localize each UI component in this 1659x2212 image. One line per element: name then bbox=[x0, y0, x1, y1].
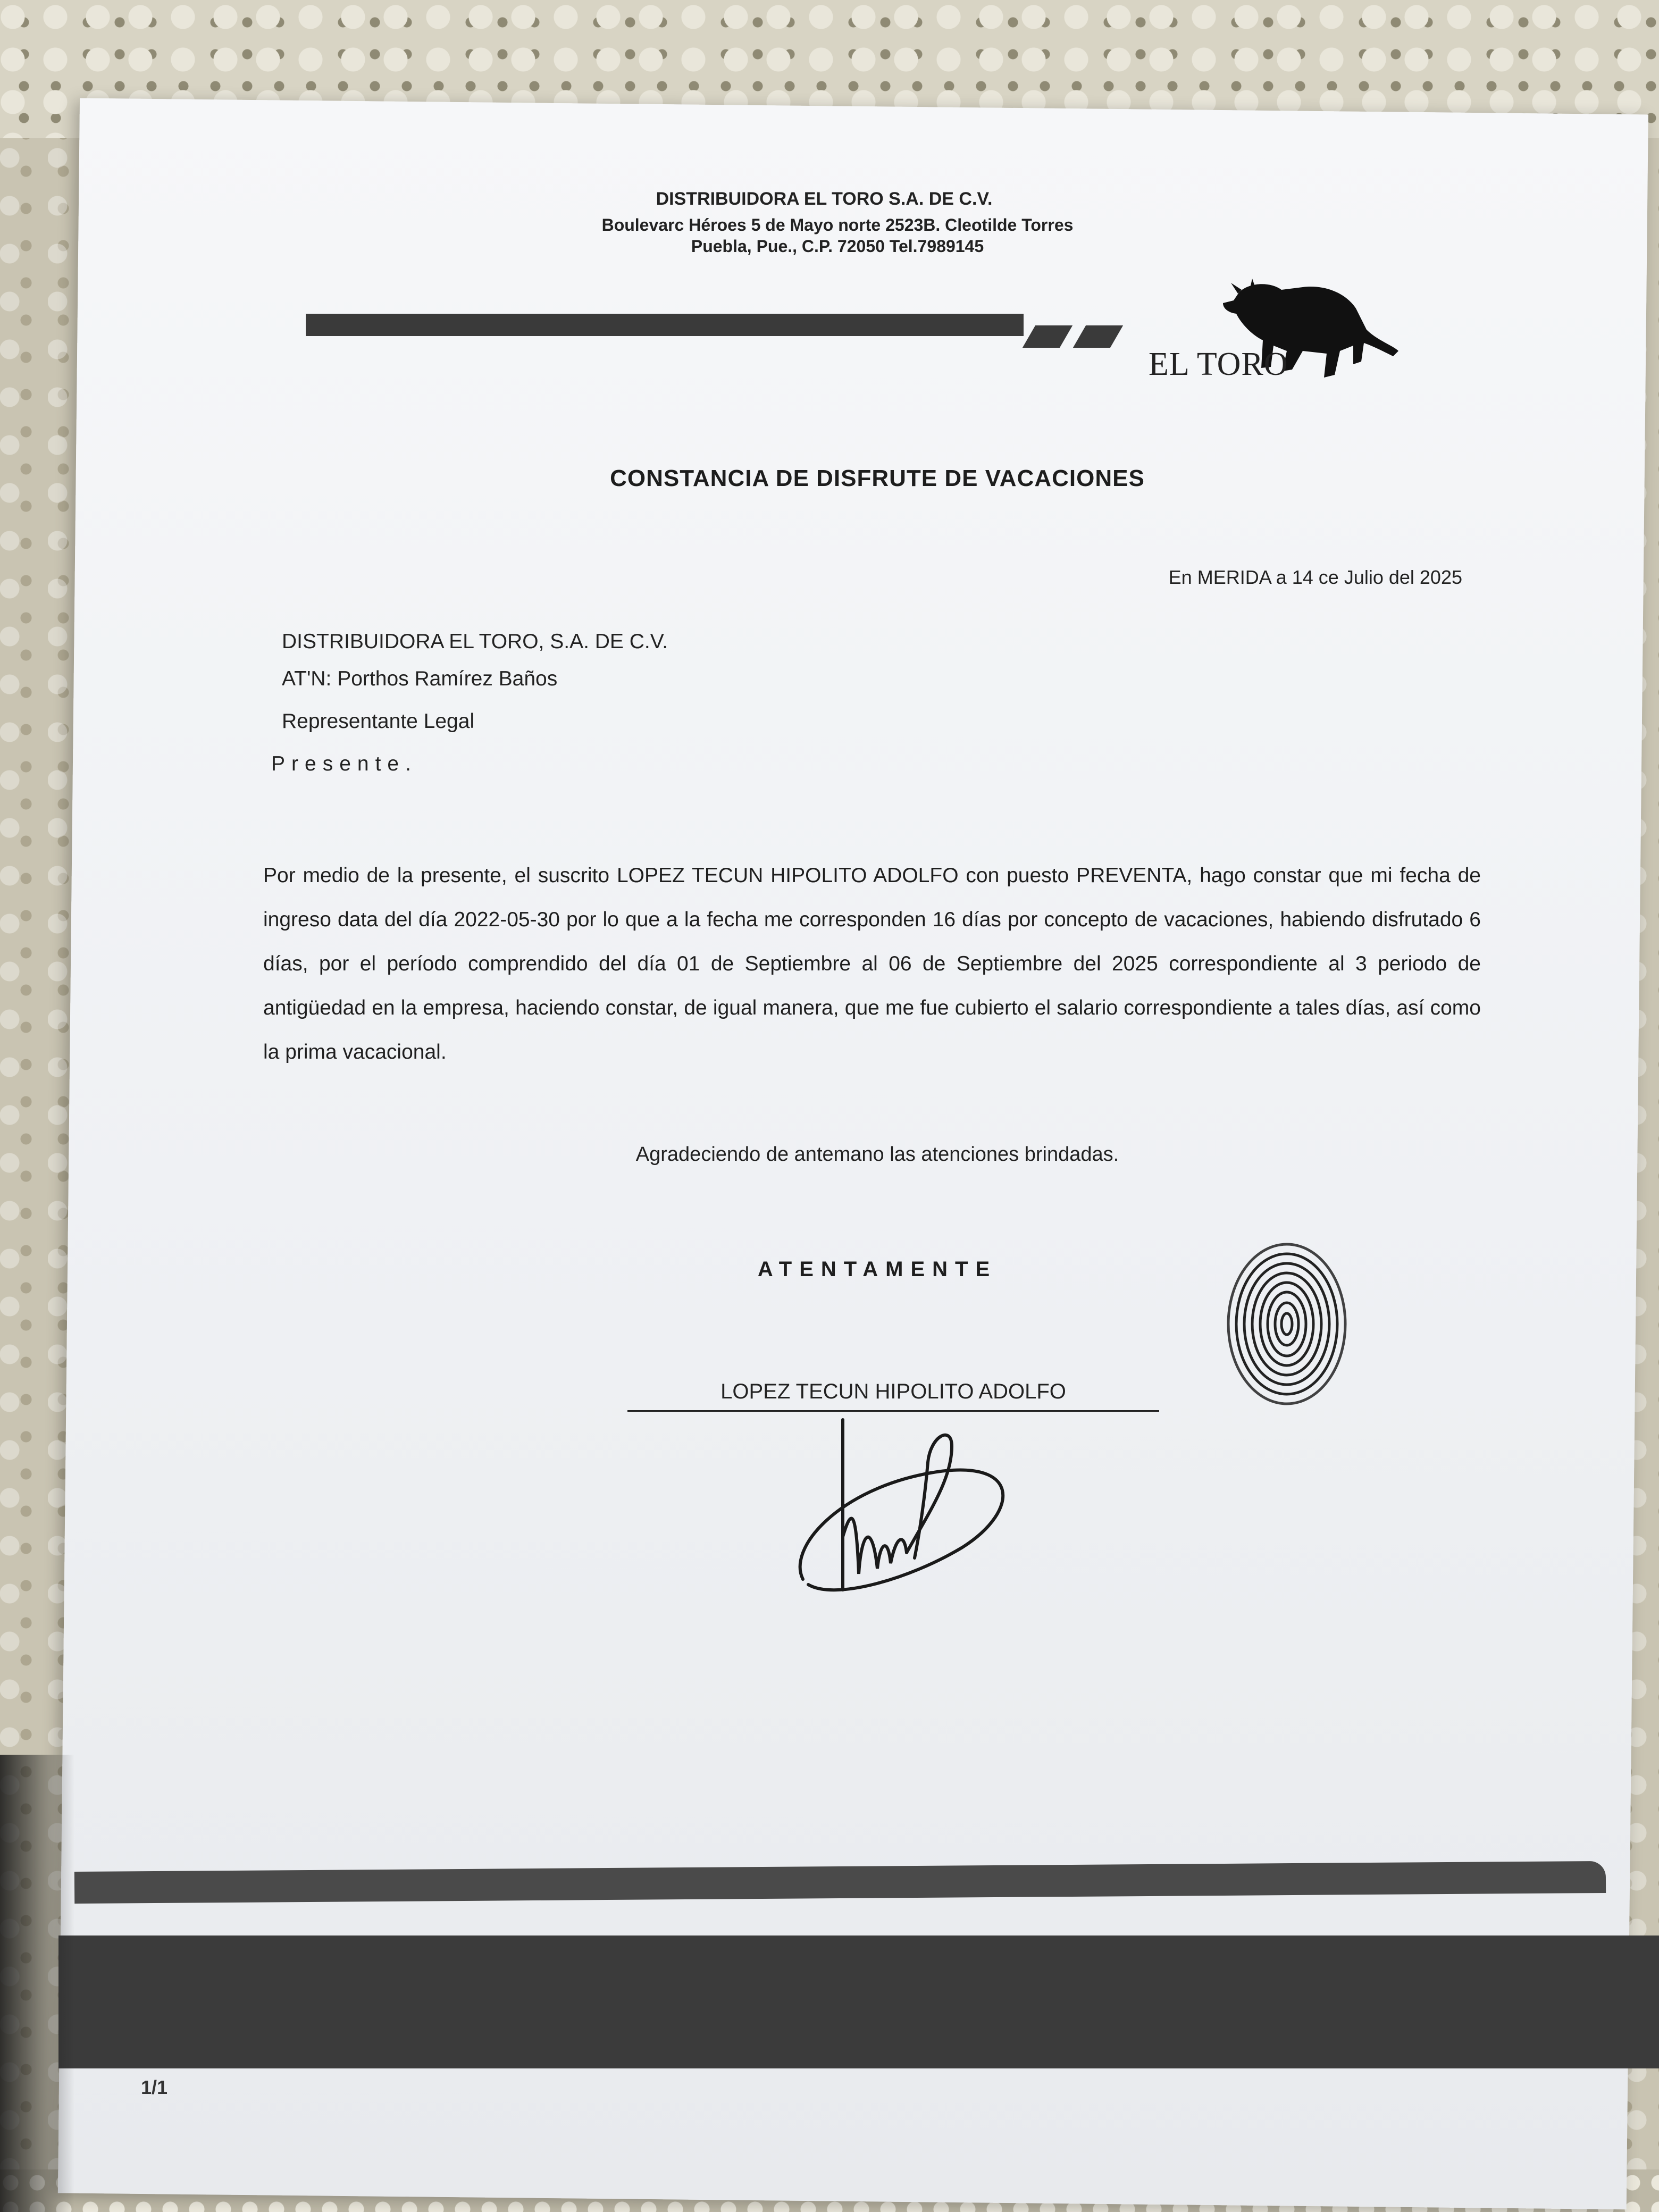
company-address-line1: Boulevarc Héroes 5 de Mayo norte 2523B. Cleotilde Torres bbox=[601, 215, 1074, 234]
document-title: CONSTANCIA DE DISFRUTE DE VACACIONES bbox=[610, 465, 1145, 491]
footer-band bbox=[58, 1936, 1659, 2068]
company-address-line2: Puebla, Pue., C.P. 72050 Tel.7989145 bbox=[691, 237, 984, 256]
date-line: En MERIDA a 14 ce Julio del 2025 bbox=[1168, 566, 1462, 588]
body-paragraph: Por medio de la presente, el suscrito LOPEZ TECUN HIPOLITO ADOLFO con puesto PREVENTA, hago constar que mi fecha de ingreso data del día 2022-05-30 por lo que a la fecha me corresponden 16 días por concepto de vacaciones, habiendo disfrutado 6 días, por el período comprendido del día 01 de Septiembre al 06 de Septiembre del 2025 correspondiente al 3 periodo de antigüedad en la empresa, haciendo constar, de igual manera, que me fue cubierto el salario correspondiente a tales días, así como la prima vacacional. bbox=[263, 864, 1481, 1063]
page-number: 1/1 bbox=[141, 2076, 168, 2098]
recipient-presente: Presente. bbox=[271, 752, 417, 775]
recipient-company: DISTRIBUIDORA EL TORO, S.A. DE C.V. bbox=[282, 630, 668, 653]
closing-atentamente: ATENTAMENTE bbox=[757, 1258, 998, 1281]
header-bar bbox=[306, 314, 1024, 336]
bull-icon bbox=[1143, 271, 1409, 404]
signature-line bbox=[627, 1410, 1159, 1412]
handwritten-signature bbox=[792, 1414, 1037, 1627]
recipient-attention: AT'N: Porthos Ramírez Baños bbox=[282, 667, 558, 690]
recipient-role: Representante Legal bbox=[282, 710, 475, 733]
logo-wordmark: EL TORO bbox=[1149, 346, 1288, 382]
fingerprint-icon bbox=[1218, 1239, 1356, 1430]
thanks-line: Agradeciendo de antemano las atenciones brindadas. bbox=[635, 1143, 1119, 1166]
hand-shadow bbox=[0, 1755, 74, 2212]
company-name: DISTRIBUIDORA EL TORO S.A. DE C.V. bbox=[656, 189, 993, 209]
signer-name: LOPEZ TECUN HIPOLITO ADOLFO bbox=[720, 1380, 1066, 1403]
